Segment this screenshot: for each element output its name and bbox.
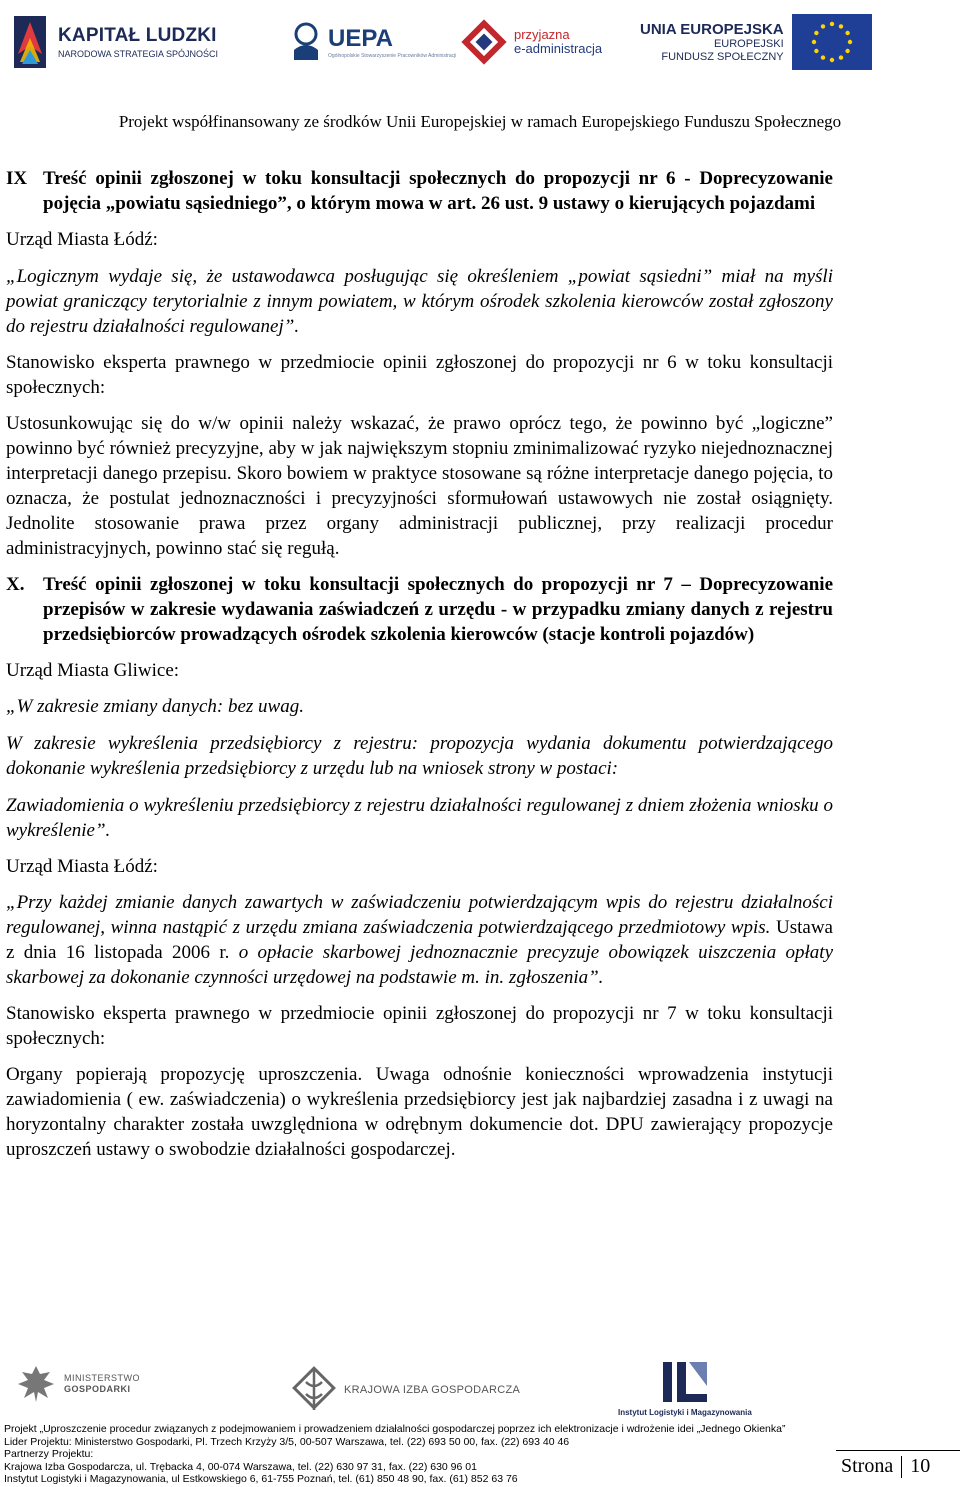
section-ix-heading xyxy=(6,166,833,216)
section-ix-title: Treść opinii zgłoszonej w toku konsultacji społecznych do propozycji nr 6 - Doprecyzowanie pojęcia „powiatu sąsiedniego”, o którym mowa w art. 26 ust. 9 ustawy o kierujących pojazdami xyxy=(43,168,833,214)
e-administracja-icon xyxy=(460,18,508,66)
eu-fund-line1: EUROPEJSKI xyxy=(713,37,784,50)
page-number-rule xyxy=(836,1450,960,1451)
section-ix-source-label: Urząd Miasta Łódź: xyxy=(6,229,158,250)
document-body xyxy=(6,166,833,1162)
gliwice-opinion-1: „W zakresie zmiany danych: bez uwag. xyxy=(6,696,304,717)
section-x-expert-label: Stanowisko eksperta prawnego w przedmiocie opinii zgłoszonej do propozycji nr 7 w toku konsultacji społecznych: xyxy=(6,1003,833,1049)
page-number-value: 10 xyxy=(910,1455,931,1477)
lodz-opinion-act-name: Ustawa z dnia 16 listopada 2006 r. xyxy=(6,917,833,963)
ilim-emblem-icon xyxy=(655,1356,715,1408)
uepa-icon xyxy=(288,20,324,64)
section-x-heading xyxy=(6,572,833,647)
kapital-ludzki-name: KAPITAŁ LUDZKI xyxy=(58,25,217,46)
uepa-subtitle: Ogólnopolskie Stowarzyszenie Pracowników Administracji xyxy=(328,53,457,59)
footer-line-ilim: Instytut Logistyki i Magazynowania, ul Estkowskiego 6, 61-755 Poznań, tel. (61) 850 48 90, fax. (61) 852 63 76 xyxy=(4,1473,518,1486)
section-x-number: X. xyxy=(6,574,25,595)
footer-line-leader: Lider Projektu: Ministerstwo Gospodarki, Pl. Trzech Krzyży 3/5, 00-507 Warszawa, tel. (22) 693 50 00, fax. (22) 693 40 46 xyxy=(4,1435,570,1448)
lodz-opinion xyxy=(6,890,833,990)
eagle-emblem-icon xyxy=(14,1362,58,1406)
footer-line-partners: Partnerzy Projektu: xyxy=(4,1448,94,1461)
lodz-opinion-part-1: „Przy każdej zmianie danych zawartych w zaświadczeniu potwierdzającym wpis do rejestru działalności regulowanej, winna nastąpić z urzędu zmiana zaświadczenia potwierdzającego przedmiotowy wpis. xyxy=(6,892,833,938)
uepa-name: UEPA xyxy=(328,25,393,52)
kig-emblem-icon xyxy=(292,1366,336,1414)
page-number xyxy=(841,1455,930,1478)
kig-logo xyxy=(292,1366,520,1414)
gospodarki-text: GOSPODARKI xyxy=(64,1384,131,1394)
section-ix-expert-text: Ustosunkowując się do w/w opinii należy wskazać, że prawo oprócz tego, że powinno być „logiczne” powinno być również precyzyjne, aby w jak największym stopniu zminimalizować ryzyko niejednoznacznej interpretacji danego przepisu. Skoro bowiem w praktyce stosowane są różne interpretacje danego pojęcia, to oznacza, że postulat jednoznaczności i precyzyjności sformułowań ustawowych nie został osiągnięty. Jednolite stosowanie prawa przez organy administracji publicznej, przy realizacji procedur administracyjnych, powinno stać się regułą. xyxy=(6,413,833,559)
lodz-opinion-part-2: o opłacie skarbowej jednoznacznie precyzuje obowiązek uiszczenia opłaty skarbowej za dokonanie czynności urzędowej na podstawie m. in. zgłoszenia”. xyxy=(6,942,834,988)
footer-project-info xyxy=(4,1423,834,1486)
kapital-ludzki-logo xyxy=(12,10,218,74)
page-number-separator xyxy=(901,1456,902,1478)
gliwice-opinion-2: W zakresie wykreślenia przedsiębiorcy z rejestru: propozycja wydania dokumentu potwierdzającego dokonanie wykreślenia przedsiębiorcy z urzędu lub na wniosek strony w postaci: xyxy=(6,733,833,779)
footer-line-kig: Krajowa Izba Gospodarcza, ul. Trębacka 4, 00-074 Warszawa, tel. (22) 630 97 31, fax. (22) 630 96 01 xyxy=(4,1460,477,1473)
e-administracja-text: e-administracja xyxy=(514,41,603,56)
uepa-logo xyxy=(288,10,456,74)
przyjazna-text: przyjazna xyxy=(514,27,570,42)
header-logos xyxy=(0,10,960,80)
przyjazna-e-administracja-logo xyxy=(460,10,602,74)
section-ix-expert-label: Stanowisko eksperta prawnego w przedmiocie opinii zgłoszonej do propozycji nr 6 w toku konsultacji społecznych: xyxy=(6,352,833,398)
page-word: Strona xyxy=(841,1455,894,1477)
footer-logos xyxy=(0,1352,960,1422)
kig-text: KRAJOWA IZBA GOSPODARCZA xyxy=(344,1384,521,1396)
eu-flag-icon xyxy=(792,14,872,70)
eu-fund-line2: FUNDUSZ SPOŁECZNY xyxy=(661,50,784,63)
section-ix-number: IX xyxy=(6,168,28,189)
ilim-logo xyxy=(618,1356,752,1417)
section-ix-opinion: „Logicznym wydaje się, że ustawodawca posługując się określeniem „powiat sąsiedni” miał na myśli powiat graniczący terytorialnie z innym powiatem, w którym ośrodek szkolenia kierowców został zgłoszony do rejestru działalności regulowanej”. xyxy=(6,266,833,337)
lodz-label: Urząd Miasta Łódź: xyxy=(6,856,158,877)
ministerstwo-text: MINISTERSTWO xyxy=(64,1373,140,1383)
gliwice-label: Urząd Miasta Gliwice: xyxy=(6,660,180,681)
eu-logo xyxy=(640,10,872,74)
ilim-text: Instytut Logistyki i Magazynowania xyxy=(618,1408,752,1417)
section-x-title: Treść opinii zgłoszonej w toku konsultacji społecznych do propozycji nr 7 – Doprecyzowanie przepisów w zakresie wydawania zaświadczeń z urzędu - w przypadku zmiany danych z rejestru przedsiębiorców prowadzących ośrodek szkolenia kierowców (stacje kontroli pojazdów) xyxy=(43,574,833,645)
section-x-expert-text: Organy popierają propozycję uproszczenia. Uwaga odnośnie konieczności wprowadzenia instytucji zawiadomienia ( ew. zaświadczenia) o wykreślenia przedsiębiorcy jest jak najbardziej zasadna i z uwagi na horyzontalny charakter została uwzględniona w odrębnym dokumencie dot. DPU zawierający propozycje uproszczeń ustawy o swobodzie działalności gospodarczej. xyxy=(6,1064,833,1160)
kapital-ludzki-subtitle: NARODOWA STRATEGIA SPÓJNOŚCI xyxy=(58,49,219,59)
cofinancing-note: Projekt współfinansowany ze środków Unii Europejskiej w ramach Europejskiego Funduszu Społecznego xyxy=(118,112,842,131)
footer-line-project: Projekt „Uproszczenie procedur związanych z podejmowaniem i prowadzeniem działalności gospodarczej poprzez ich elektronizacje i wdrożenie idei „Jednego Okienka” xyxy=(4,1423,786,1435)
ministerstwo-gospodarki-logo xyxy=(14,1362,140,1406)
gliwice-opinion-3: Zawiadomienia o wykreśleniu przedsiębiorcy z rejestru działalności regulowanej z dniem złożenia wniosku o wykreślenie”. xyxy=(6,795,833,841)
kapital-ludzki-icon xyxy=(12,14,48,70)
eu-name: UNIA EUROPEJSKA xyxy=(640,20,784,38)
